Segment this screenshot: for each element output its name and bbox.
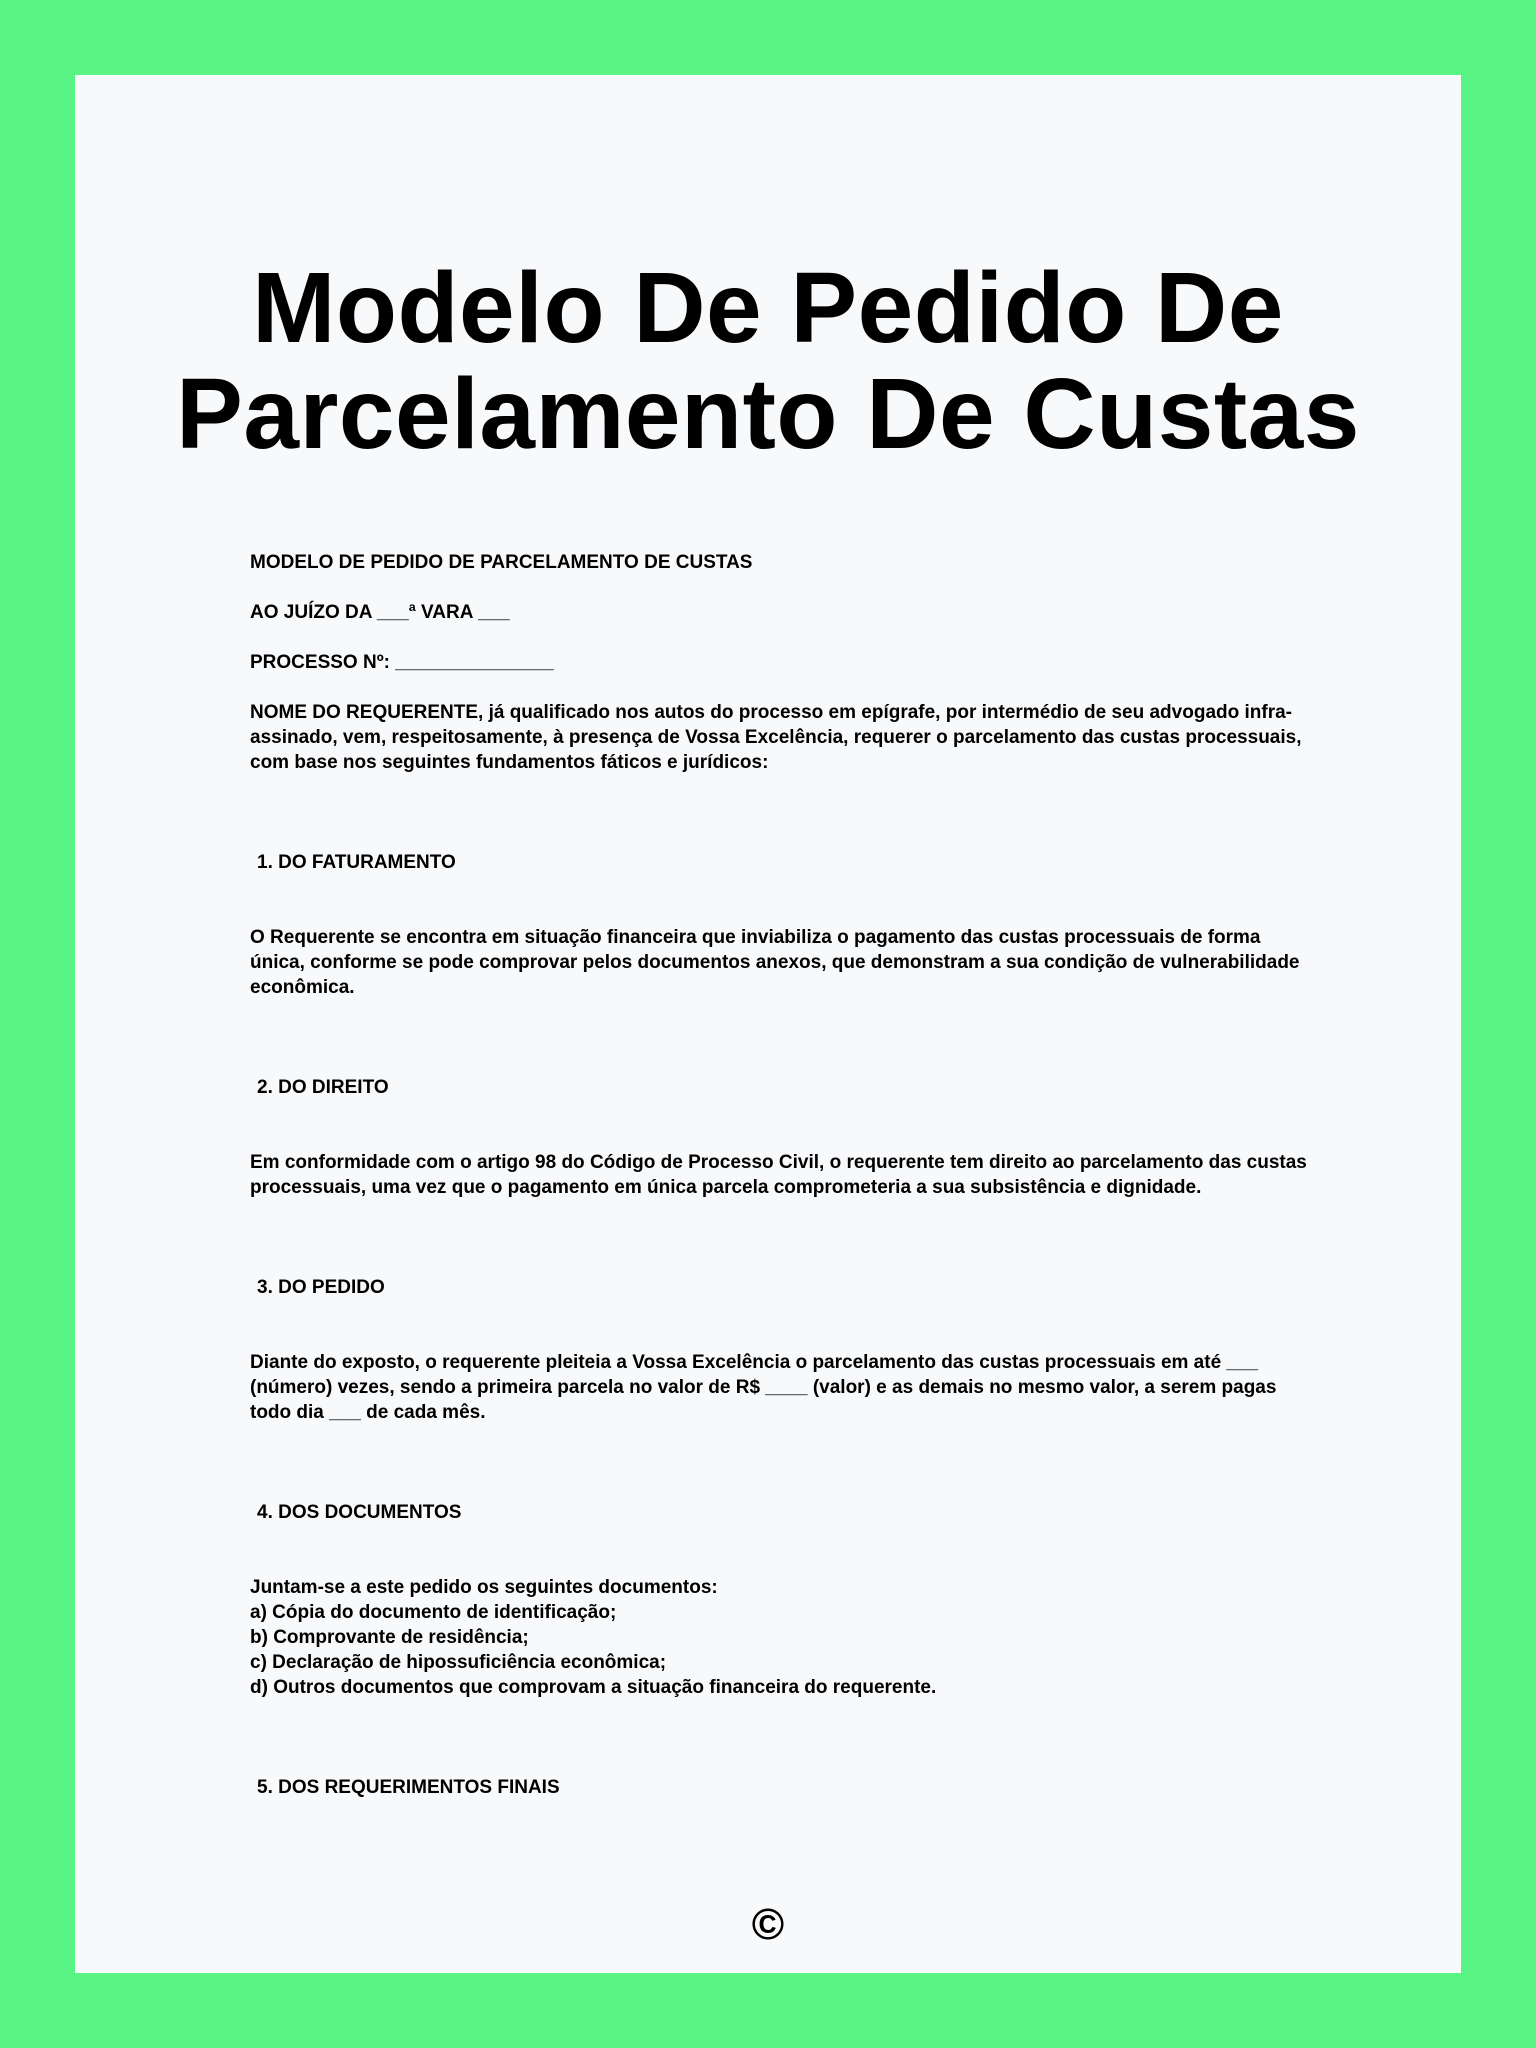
section-2-text: Em conformidade com o artigo 98 do Código de Processo Civil, o requerente tem direito ao parcelamento das custas processuais, uma vez que o pagamento em única parcela comprometeria a sua subsistência e dignidade. — [250, 1152, 1307, 1198]
section-3-title: 3. DO PEDIDO — [257, 1277, 385, 1298]
page-title-line-1: Modelo De Pedido De — [252, 252, 1284, 364]
section-4-title: 4. DOS DOCUMENTOS — [257, 1502, 462, 1523]
intro-paragraph: NOME DO REQUERENTE, já qualificado nos autos do processo em epígrafe, por intermédio de seu advogado infra-assinado, vem, respeitosamente, à presença de Vossa Excelência, requerer o parcelamento das custas processuais, com base nos seguintes fundamentos fáticos e jurídicos: — [250, 702, 1302, 773]
process-number-line: PROCESSO Nº: _______________ — [250, 652, 554, 673]
page-title-line-2: Parcelamento De Custas — [176, 358, 1360, 470]
section-1-title: 1. DO FATURAMENTO — [257, 852, 456, 873]
documents-list — [250, 1575, 1320, 1700]
document-heading: MODELO DE PEDIDO DE PARCELAMENTO DE CUSTAS — [250, 552, 753, 573]
section-5-title: 5. DOS REQUERIMENTOS FINAIS — [257, 1777, 560, 1798]
addressee-line: AO JUÍZO DA ___ª VARA ___ — [250, 602, 510, 623]
list-item: c) Declaração de hipossuficiência econômica; — [250, 1652, 667, 1673]
list-item: b) Comprovante de residência; — [250, 1627, 529, 1648]
page-title — [75, 252, 1461, 470]
documents-list-intro: Juntam-se a este pedido os seguintes documentos: — [250, 1577, 718, 1598]
document-body — [250, 550, 1320, 1850]
list-item: d) Outros documentos que comprovam a situação financeira do requerente. — [250, 1677, 937, 1698]
copyright-icon: © — [751, 1900, 785, 1949]
document-page — [75, 75, 1461, 1973]
section-3-text: Diante do exposto, o requerente pleiteia a Vossa Excelência o parcelamento das custas processuais em até ___ (número) vezes, sendo a primeira parcela no valor de R$ ____ (valor) e as demais no mesmo valor, a serem pagas todo dia ___ de cada mês. — [250, 1352, 1277, 1423]
list-item: a) Cópia do documento de identificação; — [250, 1602, 617, 1623]
section-2-title: 2. DO DIREITO — [257, 1077, 389, 1098]
section-1-text: O Requerente se encontra em situação financeira que inviabiliza o pagamento das custas processuais de forma única, conforme se pode comprovar pelos documentos anexos, que demonstram a sua condição de vulnerabilidade econômica. — [250, 927, 1300, 998]
